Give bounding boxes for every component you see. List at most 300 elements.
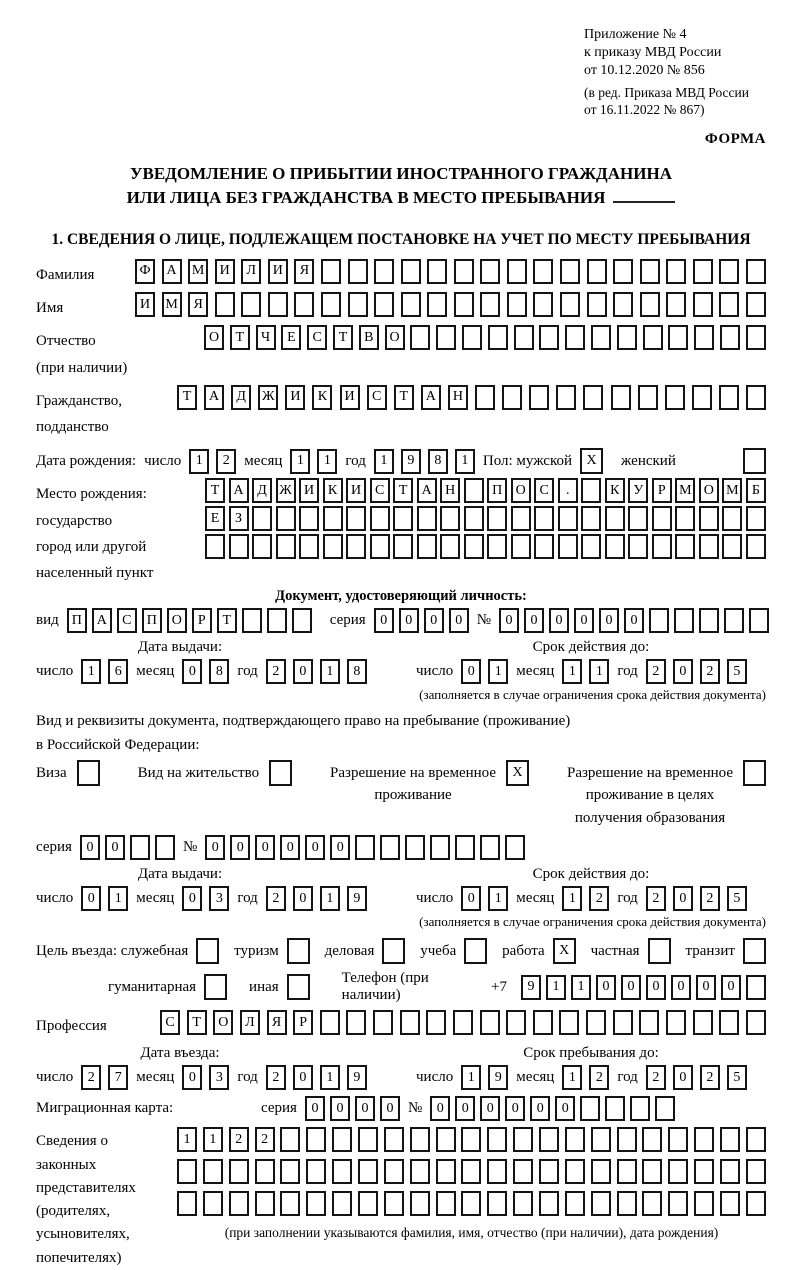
char-cell[interactable]: 1	[562, 1065, 582, 1090]
char-cell[interactable]	[405, 835, 425, 860]
char-cell[interactable]	[746, 534, 766, 559]
char-cell[interactable]	[539, 325, 559, 350]
char-cell[interactable]	[276, 506, 296, 531]
char-cell[interactable]	[581, 478, 601, 503]
char-cell[interactable]: 1	[189, 449, 209, 474]
char-cell[interactable]: Т	[393, 478, 413, 503]
char-cell[interactable]	[410, 325, 430, 350]
char-cell[interactable]: О	[204, 325, 224, 350]
char-cell[interactable]	[534, 534, 554, 559]
char-cell[interactable]	[591, 1159, 611, 1184]
purpose-business-checkbox[interactable]	[382, 938, 405, 964]
char-cell[interactable]	[675, 506, 695, 531]
char-cell[interactable]: Н	[440, 478, 460, 503]
char-cell[interactable]	[410, 1191, 430, 1216]
char-cell[interactable]: Б	[746, 478, 766, 503]
char-cell[interactable]: Т	[394, 385, 414, 410]
char-cell[interactable]: 0	[330, 835, 350, 860]
char-cell[interactable]: 0	[480, 1096, 500, 1121]
residence-permit-checkbox[interactable]	[269, 760, 292, 786]
char-cell[interactable]	[320, 1010, 340, 1035]
char-cell[interactable]: 0	[555, 1096, 575, 1121]
char-cell[interactable]	[640, 292, 660, 317]
char-cell[interactable]	[533, 1010, 553, 1035]
char-cell[interactable]	[652, 534, 672, 559]
char-cell[interactable]	[299, 506, 319, 531]
char-cell[interactable]	[668, 325, 688, 350]
char-cell[interactable]	[488, 325, 508, 350]
char-cell[interactable]: 1	[571, 975, 591, 1000]
char-cell[interactable]: 8	[209, 659, 229, 684]
char-cell[interactable]: 0	[499, 608, 519, 633]
char-cell[interactable]: 0	[374, 608, 394, 633]
char-cell[interactable]	[487, 534, 507, 559]
purpose-humanitarian-checkbox[interactable]	[204, 974, 227, 1000]
char-cell[interactable]: Я	[188, 292, 208, 317]
char-cell[interactable]	[674, 608, 694, 633]
char-cell[interactable]	[720, 325, 740, 350]
char-cell[interactable]	[464, 506, 484, 531]
char-cell[interactable]	[384, 1159, 404, 1184]
char-cell[interactable]	[558, 506, 578, 531]
char-cell[interactable]: М	[188, 259, 208, 284]
char-cell[interactable]	[746, 1010, 766, 1035]
char-cell[interactable]	[628, 534, 648, 559]
char-cell[interactable]: К	[605, 478, 625, 503]
char-cell[interactable]	[464, 478, 484, 503]
char-cell[interactable]	[655, 1096, 675, 1121]
char-cell[interactable]: 9	[521, 975, 541, 1000]
char-cell[interactable]	[358, 1159, 378, 1184]
char-cell[interactable]	[280, 1159, 300, 1184]
char-cell[interactable]: О	[699, 478, 719, 503]
char-cell[interactable]	[242, 608, 262, 633]
char-cell[interactable]	[539, 1159, 559, 1184]
char-cell[interactable]	[348, 292, 368, 317]
char-cell[interactable]	[177, 1191, 197, 1216]
char-cell[interactable]: Р	[293, 1010, 313, 1035]
char-cell[interactable]	[453, 1010, 473, 1035]
char-cell[interactable]	[699, 534, 719, 559]
char-cell[interactable]: 0	[355, 1096, 375, 1121]
char-cell[interactable]	[628, 506, 648, 531]
char-cell[interactable]	[130, 835, 150, 860]
char-cell[interactable]	[666, 292, 686, 317]
char-cell[interactable]: О	[167, 608, 187, 633]
char-cell[interactable]: И	[215, 259, 235, 284]
char-cell[interactable]	[693, 1010, 713, 1035]
char-cell[interactable]: 0	[621, 975, 641, 1000]
char-cell[interactable]	[581, 506, 601, 531]
char-cell[interactable]	[694, 1159, 714, 1184]
char-cell[interactable]: 0	[524, 608, 544, 633]
char-cell[interactable]: 0	[424, 608, 444, 633]
char-cell[interactable]	[427, 259, 447, 284]
char-cell[interactable]	[513, 1159, 533, 1184]
char-cell[interactable]: 0	[574, 608, 594, 633]
char-cell[interactable]: 1	[562, 659, 582, 684]
char-cell[interactable]: 0	[449, 608, 469, 633]
char-cell[interactable]	[720, 1159, 740, 1184]
char-cell[interactable]	[675, 534, 695, 559]
char-cell[interactable]	[591, 1191, 611, 1216]
char-cell[interactable]	[642, 1159, 662, 1184]
char-cell[interactable]: М	[162, 292, 182, 317]
char-cell[interactable]: 0	[80, 835, 100, 860]
char-cell[interactable]	[591, 1127, 611, 1152]
char-cell[interactable]: Л	[240, 1010, 260, 1035]
char-cell[interactable]: 1	[177, 1127, 197, 1152]
char-cell[interactable]	[487, 1127, 507, 1152]
char-cell[interactable]	[638, 385, 658, 410]
char-cell[interactable]: 0	[280, 835, 300, 860]
char-cell[interactable]: А	[162, 259, 182, 284]
char-cell[interactable]	[699, 608, 719, 633]
char-cell[interactable]: 1	[546, 975, 566, 1000]
char-cell[interactable]	[649, 608, 669, 633]
char-cell[interactable]: 1	[108, 886, 128, 911]
char-cell[interactable]	[255, 1191, 275, 1216]
char-cell[interactable]	[384, 1191, 404, 1216]
char-cell[interactable]	[642, 1191, 662, 1216]
char-cell[interactable]: 2	[700, 886, 720, 911]
char-cell[interactable]	[559, 1010, 579, 1035]
char-cell[interactable]	[229, 534, 249, 559]
char-cell[interactable]	[746, 1191, 766, 1216]
char-cell[interactable]	[539, 1191, 559, 1216]
char-cell[interactable]	[370, 506, 390, 531]
char-cell[interactable]: 0	[599, 608, 619, 633]
char-cell[interactable]: 1	[290, 449, 310, 474]
char-cell[interactable]: А	[92, 608, 112, 633]
char-cell[interactable]: 0	[673, 1065, 693, 1090]
char-cell[interactable]: 2	[255, 1127, 275, 1152]
char-cell[interactable]	[749, 608, 769, 633]
char-cell[interactable]: Т	[205, 478, 225, 503]
char-cell[interactable]: 1	[320, 659, 340, 684]
char-cell[interactable]: И	[285, 385, 305, 410]
char-cell[interactable]: 0	[673, 886, 693, 911]
char-cell[interactable]: 2	[700, 1065, 720, 1090]
char-cell[interactable]: Т	[333, 325, 353, 350]
char-cell[interactable]: 1	[320, 886, 340, 911]
char-cell[interactable]	[513, 1127, 533, 1152]
char-cell[interactable]: 2	[266, 886, 286, 911]
char-cell[interactable]	[267, 608, 287, 633]
char-cell[interactable]	[694, 1191, 714, 1216]
char-cell[interactable]	[533, 292, 553, 317]
char-cell[interactable]	[722, 506, 742, 531]
char-cell[interactable]	[513, 1191, 533, 1216]
char-cell[interactable]: 2	[646, 886, 666, 911]
char-cell[interactable]	[205, 534, 225, 559]
char-cell[interactable]	[380, 835, 400, 860]
char-cell[interactable]	[487, 1159, 507, 1184]
char-cell[interactable]	[358, 1191, 378, 1216]
char-cell[interactable]	[722, 534, 742, 559]
char-cell[interactable]	[393, 534, 413, 559]
char-cell[interactable]: Е	[281, 325, 301, 350]
char-cell[interactable]: М	[675, 478, 695, 503]
char-cell[interactable]	[229, 1191, 249, 1216]
char-cell[interactable]	[565, 1191, 585, 1216]
char-cell[interactable]: 0	[205, 835, 225, 860]
char-cell[interactable]: 1	[203, 1127, 223, 1152]
char-cell[interactable]: 2	[81, 1065, 101, 1090]
char-cell[interactable]	[668, 1127, 688, 1152]
char-cell[interactable]: К	[323, 478, 343, 503]
char-cell[interactable]	[560, 259, 580, 284]
char-cell[interactable]: 5	[727, 886, 747, 911]
char-cell[interactable]: А	[229, 478, 249, 503]
char-cell[interactable]	[502, 385, 522, 410]
char-cell[interactable]	[393, 506, 413, 531]
char-cell[interactable]: П	[142, 608, 162, 633]
char-cell[interactable]	[746, 975, 766, 1000]
char-cell[interactable]: 9	[347, 1065, 367, 1090]
char-cell[interactable]: 1	[320, 1065, 340, 1090]
char-cell[interactable]	[417, 534, 437, 559]
char-cell[interactable]	[746, 292, 766, 317]
char-cell[interactable]: П	[487, 478, 507, 503]
char-cell[interactable]	[203, 1191, 223, 1216]
purpose-work-checkbox[interactable]: X	[553, 938, 576, 964]
char-cell[interactable]	[720, 1191, 740, 1216]
char-cell[interactable]: 0	[255, 835, 275, 860]
char-cell[interactable]	[668, 1159, 688, 1184]
char-cell[interactable]	[436, 1159, 456, 1184]
char-cell[interactable]: Т	[217, 608, 237, 633]
char-cell[interactable]	[534, 506, 554, 531]
char-cell[interactable]	[436, 1191, 456, 1216]
char-cell[interactable]: 0	[182, 886, 202, 911]
char-cell[interactable]	[533, 259, 553, 284]
char-cell[interactable]: 0	[461, 886, 481, 911]
char-cell[interactable]	[556, 385, 576, 410]
char-cell[interactable]: С	[307, 325, 327, 350]
char-cell[interactable]: 0	[505, 1096, 525, 1121]
char-cell[interactable]	[255, 1159, 275, 1184]
char-cell[interactable]	[746, 1127, 766, 1152]
char-cell[interactable]	[605, 506, 625, 531]
purpose-transit-checkbox[interactable]	[743, 938, 766, 964]
char-cell[interactable]	[505, 835, 525, 860]
char-cell[interactable]	[605, 1096, 625, 1121]
char-cell[interactable]: Ж	[276, 478, 296, 503]
char-cell[interactable]	[480, 292, 500, 317]
char-cell[interactable]	[724, 608, 744, 633]
char-cell[interactable]	[719, 385, 739, 410]
char-cell[interactable]: 1	[455, 449, 475, 474]
char-cell[interactable]	[694, 1127, 714, 1152]
char-cell[interactable]: Я	[294, 259, 314, 284]
char-cell[interactable]: 2	[700, 659, 720, 684]
char-cell[interactable]	[373, 1010, 393, 1035]
char-cell[interactable]: 2	[646, 659, 666, 684]
char-cell[interactable]	[358, 1127, 378, 1152]
char-cell[interactable]	[642, 1127, 662, 1152]
char-cell[interactable]: З	[229, 506, 249, 531]
char-cell[interactable]	[507, 259, 527, 284]
char-cell[interactable]: И	[268, 259, 288, 284]
char-cell[interactable]: Ф	[135, 259, 155, 284]
char-cell[interactable]	[241, 292, 261, 317]
char-cell[interactable]: У	[628, 478, 648, 503]
char-cell[interactable]: Л	[241, 259, 261, 284]
char-cell[interactable]	[643, 325, 663, 350]
char-cell[interactable]: А	[417, 478, 437, 503]
char-cell[interactable]	[693, 259, 713, 284]
char-cell[interactable]	[565, 1159, 585, 1184]
char-cell[interactable]	[719, 259, 739, 284]
char-cell[interactable]: Ж	[258, 385, 278, 410]
char-cell[interactable]	[719, 292, 739, 317]
char-cell[interactable]: 0	[430, 1096, 450, 1121]
purpose-private-checkbox[interactable]	[648, 938, 671, 964]
char-cell[interactable]	[374, 259, 394, 284]
char-cell[interactable]	[276, 534, 296, 559]
char-cell[interactable]	[487, 506, 507, 531]
char-cell[interactable]: Е	[205, 506, 225, 531]
char-cell[interactable]	[613, 292, 633, 317]
char-cell[interactable]	[558, 534, 578, 559]
char-cell[interactable]	[462, 325, 482, 350]
char-cell[interactable]: 0	[293, 1065, 313, 1090]
char-cell[interactable]	[719, 1010, 739, 1035]
char-cell[interactable]: 0	[293, 659, 313, 684]
char-cell[interactable]: 0	[455, 1096, 475, 1121]
char-cell[interactable]	[692, 385, 712, 410]
char-cell[interactable]	[617, 325, 637, 350]
char-cell[interactable]: О	[213, 1010, 233, 1035]
char-cell[interactable]: Т	[187, 1010, 207, 1035]
char-cell[interactable]: 2	[589, 886, 609, 911]
char-cell[interactable]	[280, 1127, 300, 1152]
char-cell[interactable]: 0	[530, 1096, 550, 1121]
char-cell[interactable]	[480, 835, 500, 860]
char-cell[interactable]	[613, 1010, 633, 1035]
char-cell[interactable]	[454, 292, 474, 317]
char-cell[interactable]	[268, 292, 288, 317]
char-cell[interactable]	[410, 1159, 430, 1184]
char-cell[interactable]	[587, 292, 607, 317]
char-cell[interactable]: 3	[209, 886, 229, 911]
char-cell[interactable]: 0	[330, 1096, 350, 1121]
char-cell[interactable]	[294, 292, 314, 317]
char-cell[interactable]: 0	[105, 835, 125, 860]
char-cell[interactable]: 0	[399, 608, 419, 633]
char-cell[interactable]	[299, 534, 319, 559]
char-cell[interactable]	[746, 325, 766, 350]
char-cell[interactable]: 1	[317, 449, 337, 474]
char-cell[interactable]: 5	[727, 1065, 747, 1090]
char-cell[interactable]: Н	[448, 385, 468, 410]
char-cell[interactable]	[215, 292, 235, 317]
char-cell[interactable]: 8	[347, 659, 367, 684]
char-cell[interactable]	[652, 506, 672, 531]
char-cell[interactable]	[252, 534, 272, 559]
char-cell[interactable]	[401, 292, 421, 317]
char-cell[interactable]: И	[340, 385, 360, 410]
char-cell[interactable]: 0	[673, 659, 693, 684]
char-cell[interactable]: 2	[266, 659, 286, 684]
char-cell[interactable]	[461, 1159, 481, 1184]
char-cell[interactable]: 0	[293, 886, 313, 911]
char-cell[interactable]: 9	[488, 1065, 508, 1090]
char-cell[interactable]: О	[511, 478, 531, 503]
char-cell[interactable]: 7	[108, 1065, 128, 1090]
char-cell[interactable]: И	[299, 478, 319, 503]
char-cell[interactable]	[630, 1096, 650, 1121]
char-cell[interactable]	[746, 1159, 766, 1184]
char-cell[interactable]	[430, 835, 450, 860]
char-cell[interactable]	[321, 259, 341, 284]
char-cell[interactable]: 8	[428, 449, 448, 474]
char-cell[interactable]: 9	[347, 886, 367, 911]
char-cell[interactable]	[292, 608, 312, 633]
char-cell[interactable]	[306, 1191, 326, 1216]
char-cell[interactable]: 0	[624, 608, 644, 633]
char-cell[interactable]: 0	[696, 975, 716, 1000]
char-cell[interactable]	[346, 1010, 366, 1035]
char-cell[interactable]	[348, 259, 368, 284]
char-cell[interactable]: 1	[81, 659, 101, 684]
sex-female-checkbox[interactable]	[743, 448, 766, 474]
char-cell[interactable]	[529, 385, 549, 410]
char-cell[interactable]	[177, 1159, 197, 1184]
char-cell[interactable]	[514, 325, 534, 350]
char-cell[interactable]: Т	[230, 325, 250, 350]
char-cell[interactable]	[617, 1159, 637, 1184]
char-cell[interactable]	[455, 835, 475, 860]
purpose-tourism-checkbox[interactable]	[287, 938, 310, 964]
char-cell[interactable]: Я	[267, 1010, 287, 1035]
char-cell[interactable]	[480, 259, 500, 284]
char-cell[interactable]: 2	[646, 1065, 666, 1090]
char-cell[interactable]	[605, 534, 625, 559]
char-cell[interactable]	[440, 534, 460, 559]
char-cell[interactable]	[539, 1127, 559, 1152]
char-cell[interactable]	[461, 1127, 481, 1152]
char-cell[interactable]: 1	[488, 659, 508, 684]
char-cell[interactable]: С	[117, 608, 137, 633]
char-cell[interactable]: Р	[192, 608, 212, 633]
char-cell[interactable]: Р	[652, 478, 672, 503]
sex-male-checkbox[interactable]: X	[580, 448, 603, 474]
char-cell[interactable]	[613, 259, 633, 284]
char-cell[interactable]	[511, 506, 531, 531]
char-cell[interactable]	[565, 325, 585, 350]
char-cell[interactable]	[417, 506, 437, 531]
char-cell[interactable]: 0	[182, 1065, 202, 1090]
char-cell[interactable]	[611, 385, 631, 410]
char-cell[interactable]	[639, 1010, 659, 1035]
char-cell[interactable]: 2	[216, 449, 236, 474]
char-cell[interactable]	[583, 385, 603, 410]
purpose-other-checkbox[interactable]	[287, 974, 310, 1000]
purpose-official-checkbox[interactable]	[196, 938, 219, 964]
char-cell[interactable]: 0	[305, 1096, 325, 1121]
char-cell[interactable]	[746, 385, 766, 410]
char-cell[interactable]	[203, 1159, 223, 1184]
purpose-study-checkbox[interactable]	[464, 938, 487, 964]
char-cell[interactable]: 1	[562, 886, 582, 911]
char-cell[interactable]: Ч	[256, 325, 276, 350]
char-cell[interactable]	[280, 1191, 300, 1216]
char-cell[interactable]	[436, 325, 456, 350]
char-cell[interactable]	[511, 534, 531, 559]
char-cell[interactable]	[440, 506, 460, 531]
